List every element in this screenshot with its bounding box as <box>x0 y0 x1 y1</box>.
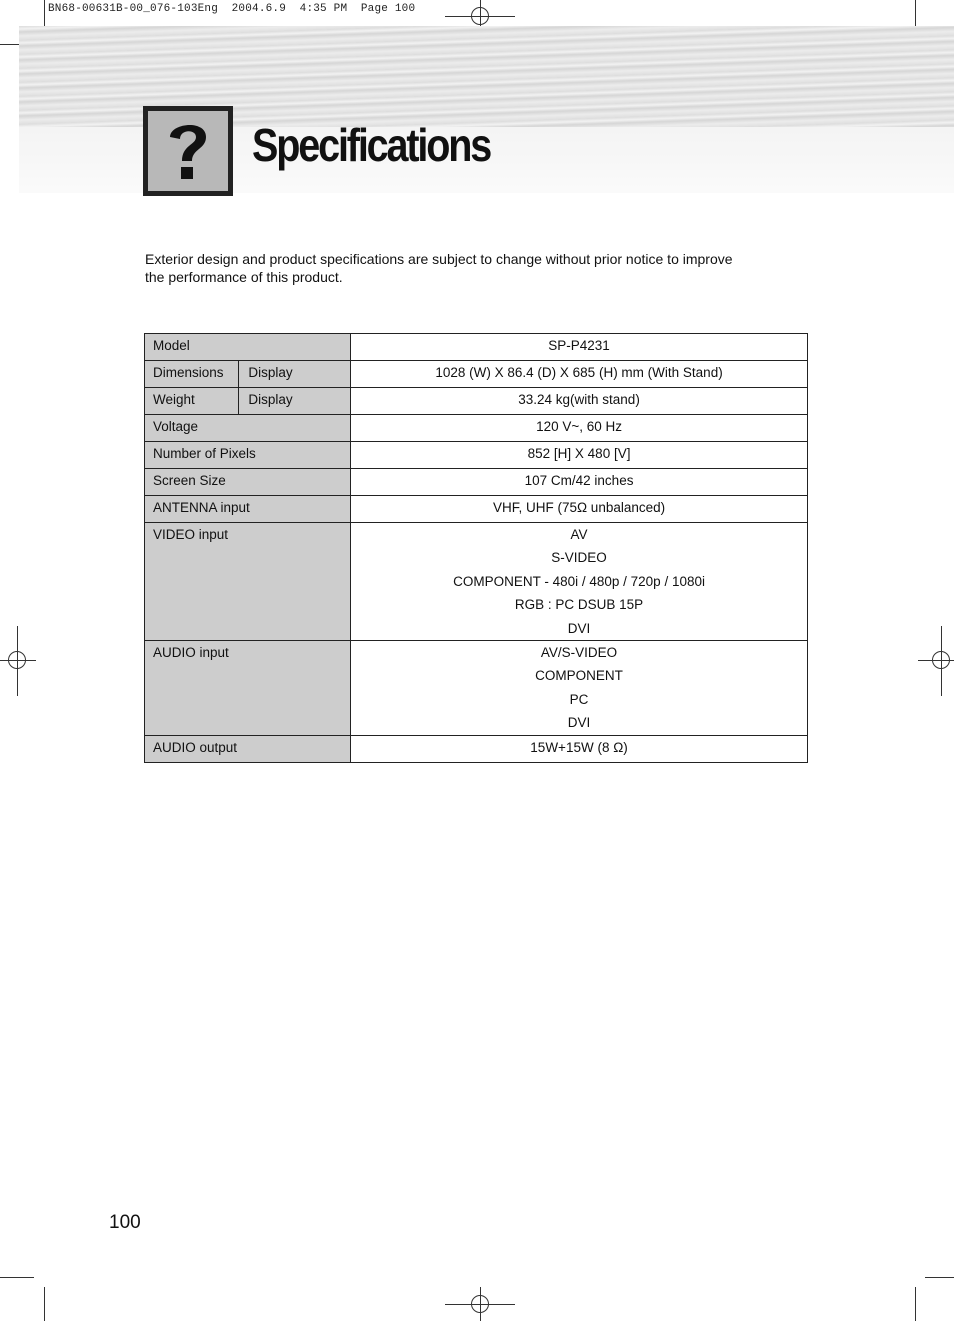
row-value: 852 [H] X 480 [V] <box>351 442 808 469</box>
value-line: PC <box>569 691 589 707</box>
row-value: 107 Cm/42 inches <box>351 469 808 496</box>
intro-paragraph <box>145 251 785 286</box>
intro-line: the performance of this product. <box>145 268 343 285</box>
table-row <box>145 334 808 361</box>
question-mark-icon <box>143 106 233 196</box>
table-row <box>145 361 808 388</box>
row-label: ANTENNA input <box>145 496 351 523</box>
table-row <box>145 442 808 469</box>
row-value <box>351 640 808 735</box>
row-label: Model <box>145 334 351 361</box>
value-line: AV/S-VIDEO <box>540 644 618 660</box>
value-line: RGB : PC DSUB 15P <box>514 597 644 613</box>
value-line: COMPONENT <box>535 668 623 684</box>
page-number: 100 <box>109 1212 141 1233</box>
table-row <box>145 640 808 735</box>
value-line: DVI <box>567 715 591 731</box>
value-line: S-VIDEO <box>551 550 607 566</box>
value-line: DVI <box>567 620 591 636</box>
row-value: 33.24 kg(with stand) <box>351 388 808 415</box>
row-label: Dimensions <box>145 361 239 388</box>
table-row <box>145 735 808 762</box>
row-value: SP-P4231 <box>351 334 808 361</box>
value-line: AV <box>570 527 588 542</box>
row-value: 120 V~, 60 Hz <box>351 415 808 442</box>
row-label: VIDEO input <box>145 523 351 641</box>
row-sublabel: Display <box>239 361 351 388</box>
table-row <box>145 415 808 442</box>
table-row <box>145 388 808 415</box>
row-value: VHF, UHF (75Ω unbalanced) <box>351 496 808 523</box>
print-slug: BN68-00631B-00_076-103Eng 2004.6.9 4:35 PM Page 100 <box>48 3 416 15</box>
row-value <box>351 523 808 641</box>
row-sublabel: Display <box>239 388 351 415</box>
row-label: Voltage <box>145 415 351 442</box>
row-label: AUDIO input <box>145 640 351 735</box>
table-row <box>145 523 808 641</box>
row-value: 1028 (W) X 86.4 (D) X 685 (H) mm (With Stand) <box>351 361 808 388</box>
value-line: COMPONENT - 480i / 480p / 720p / 1080i <box>453 573 705 589</box>
intro-line: Exterior design and product specifications are subject to change without prior notice to improve <box>145 251 733 267</box>
table-row <box>145 496 808 523</box>
row-label: AUDIO output <box>145 735 351 762</box>
row-label: Screen Size <box>145 469 351 496</box>
row-label: Number of Pixels <box>145 442 351 469</box>
table-row <box>145 469 808 496</box>
row-value: 15W+15W (8 Ω) <box>351 735 808 762</box>
spec-table <box>144 333 808 763</box>
page-title: Specifications <box>252 119 491 171</box>
row-label: Weight <box>145 388 239 415</box>
